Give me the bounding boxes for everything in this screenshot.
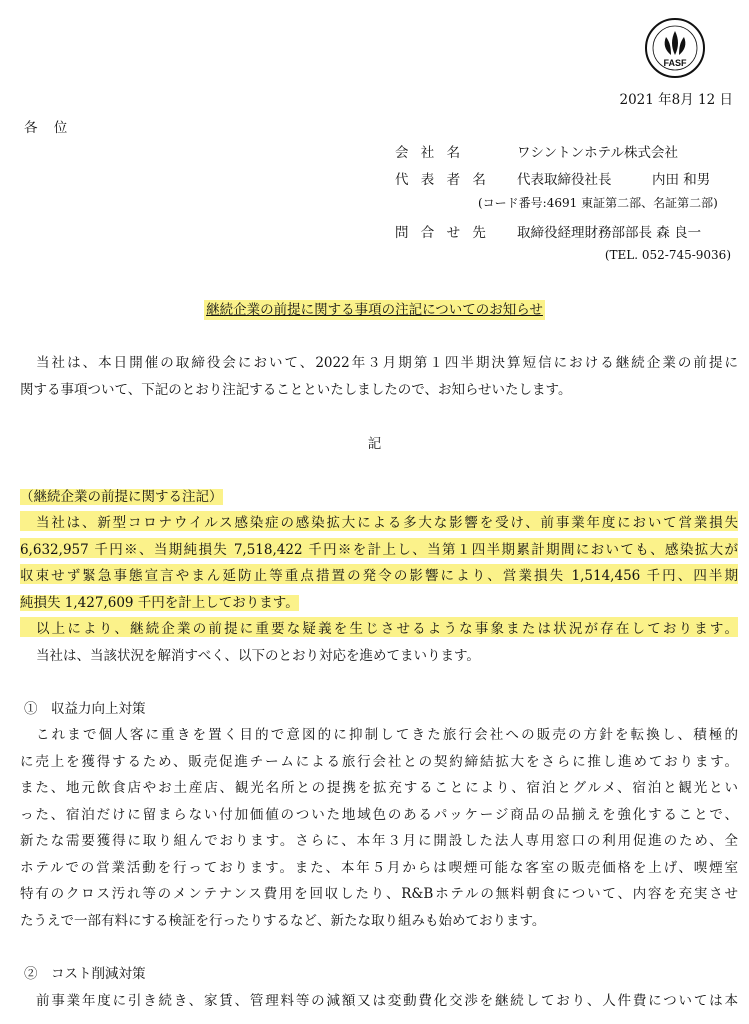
representative-label: 代 表 者 名 [395,172,490,188]
intro-line-2: 関する事項ついて、下記のとおり注記することといたしましたので、お知らせいたします。 [20,382,572,398]
section1-line-5: 新たな需要獲得に取り組んでおります。さらに、本年３月に開設した法人専用窓口の利用促進のため、全 [20,833,738,849]
section2-heading: ② コスト削減対策 [24,966,146,982]
logo-text: FASF [663,58,687,68]
company-label: 会 社 名 [395,145,465,161]
representative-value: 代表取締役社長 内田 和男 [517,172,711,188]
company-value: ワシントンホテル株式会社 [517,145,678,161]
section1-heading: ① 収益力向上対策 [24,701,146,717]
note-line-1-text: 当社は、新型コロナウイルス感染症の感染拡大による多大な影響を受け、前事業年度において営業損失 [20,511,738,531]
section2-line-1: 前事業年度に引き続き、家賃、管理料等の減額又は変動費化交渉を継続しており、人件費については本 [36,993,738,1009]
telephone: (TEL. 052-745-9036) [604,248,731,262]
section1-line-1: これまで個人客に重きを置く目的で意図的に抑制してきた旅行会社への販売の方針を転換し、積極的 [36,727,738,743]
note-line-5-text: 以上により、継続企業の前提に重要な疑義を生じさせるような事象または状況が存在しております。 [20,617,738,637]
stock-code: (コード番号:4691 東証第二部、名証第二部) [478,196,718,210]
section1-line-3: また、地元飲食店やお土産店、観光名所との提携を拡充することにより、宿泊とグルメ、宿泊と観光とい [20,780,738,796]
section1-line-7: 特有のクロス汚れ等のメンテナンス費用を回収したり、R&Bホテルの無料朝食について、内容を充実させ [20,886,738,902]
section1-line-8: たうえで一部有料にする検証を行ったりするなど、新たな取り組みも始めております。 [20,913,546,929]
note-line-4 [20,591,299,611]
note-line-5 [20,617,738,637]
document-title [0,298,749,318]
note-line-1 [20,511,738,531]
addressee: 各 位 [24,120,74,136]
fasf-logo [644,17,706,79]
contact-label: 問 合 せ 先 [395,225,490,241]
intro-line-1: 当社は、本日開催の取締役会において、2022年３月期第１四半期決算短信における継続企業の前提に [36,355,738,371]
note-heading [20,485,223,505]
note-heading-text: （継続企業の前提に関する注記） [20,489,223,505]
note-after: 当社は、当該状況を解消すべく、以下のとおり対応を進めてまいります。 [36,648,480,664]
date: 2021 年8月 12 日 [619,92,733,108]
contact-value: 取締役経理財務部部長 森 良一 [517,225,702,241]
note-line-2-text: 6,632,957 千円※、当期純損失 7,518,422 千円※を計上し、当第１四半期累計期間においても、感染拡大が [20,538,738,558]
note-line-3-text: 収束せず緊急事態宣言やまん延防止等重点措置の発令の影響により、営業損失 1,514,456 千円、四半期 [20,564,738,584]
section1-line-2: に売上を獲得するため、販売促進チームによる旅行会社との契約締結拡大をさらに推し進めております。 [20,754,738,770]
document-title-text: 継続企業の前提に関する事項の注記についてのお知らせ [206,302,543,318]
note-line-3 [20,564,738,584]
note-line-2 [20,538,738,558]
section1-line-4: った、宿泊だけに留まらない付加価値のついた地域色のあるパッケージ商品の品揃えを強化することで、 [20,807,738,823]
note-line-4-text: 純損失 1,427,609 千円を計上しております。 [20,595,299,611]
section1-line-6: ホテルでの営業活動を行っております。また、本年５月からは喫煙可能な客室の販売価格を上げ、喫煙室 [20,860,738,876]
ki-heading: 記 [367,436,382,452]
